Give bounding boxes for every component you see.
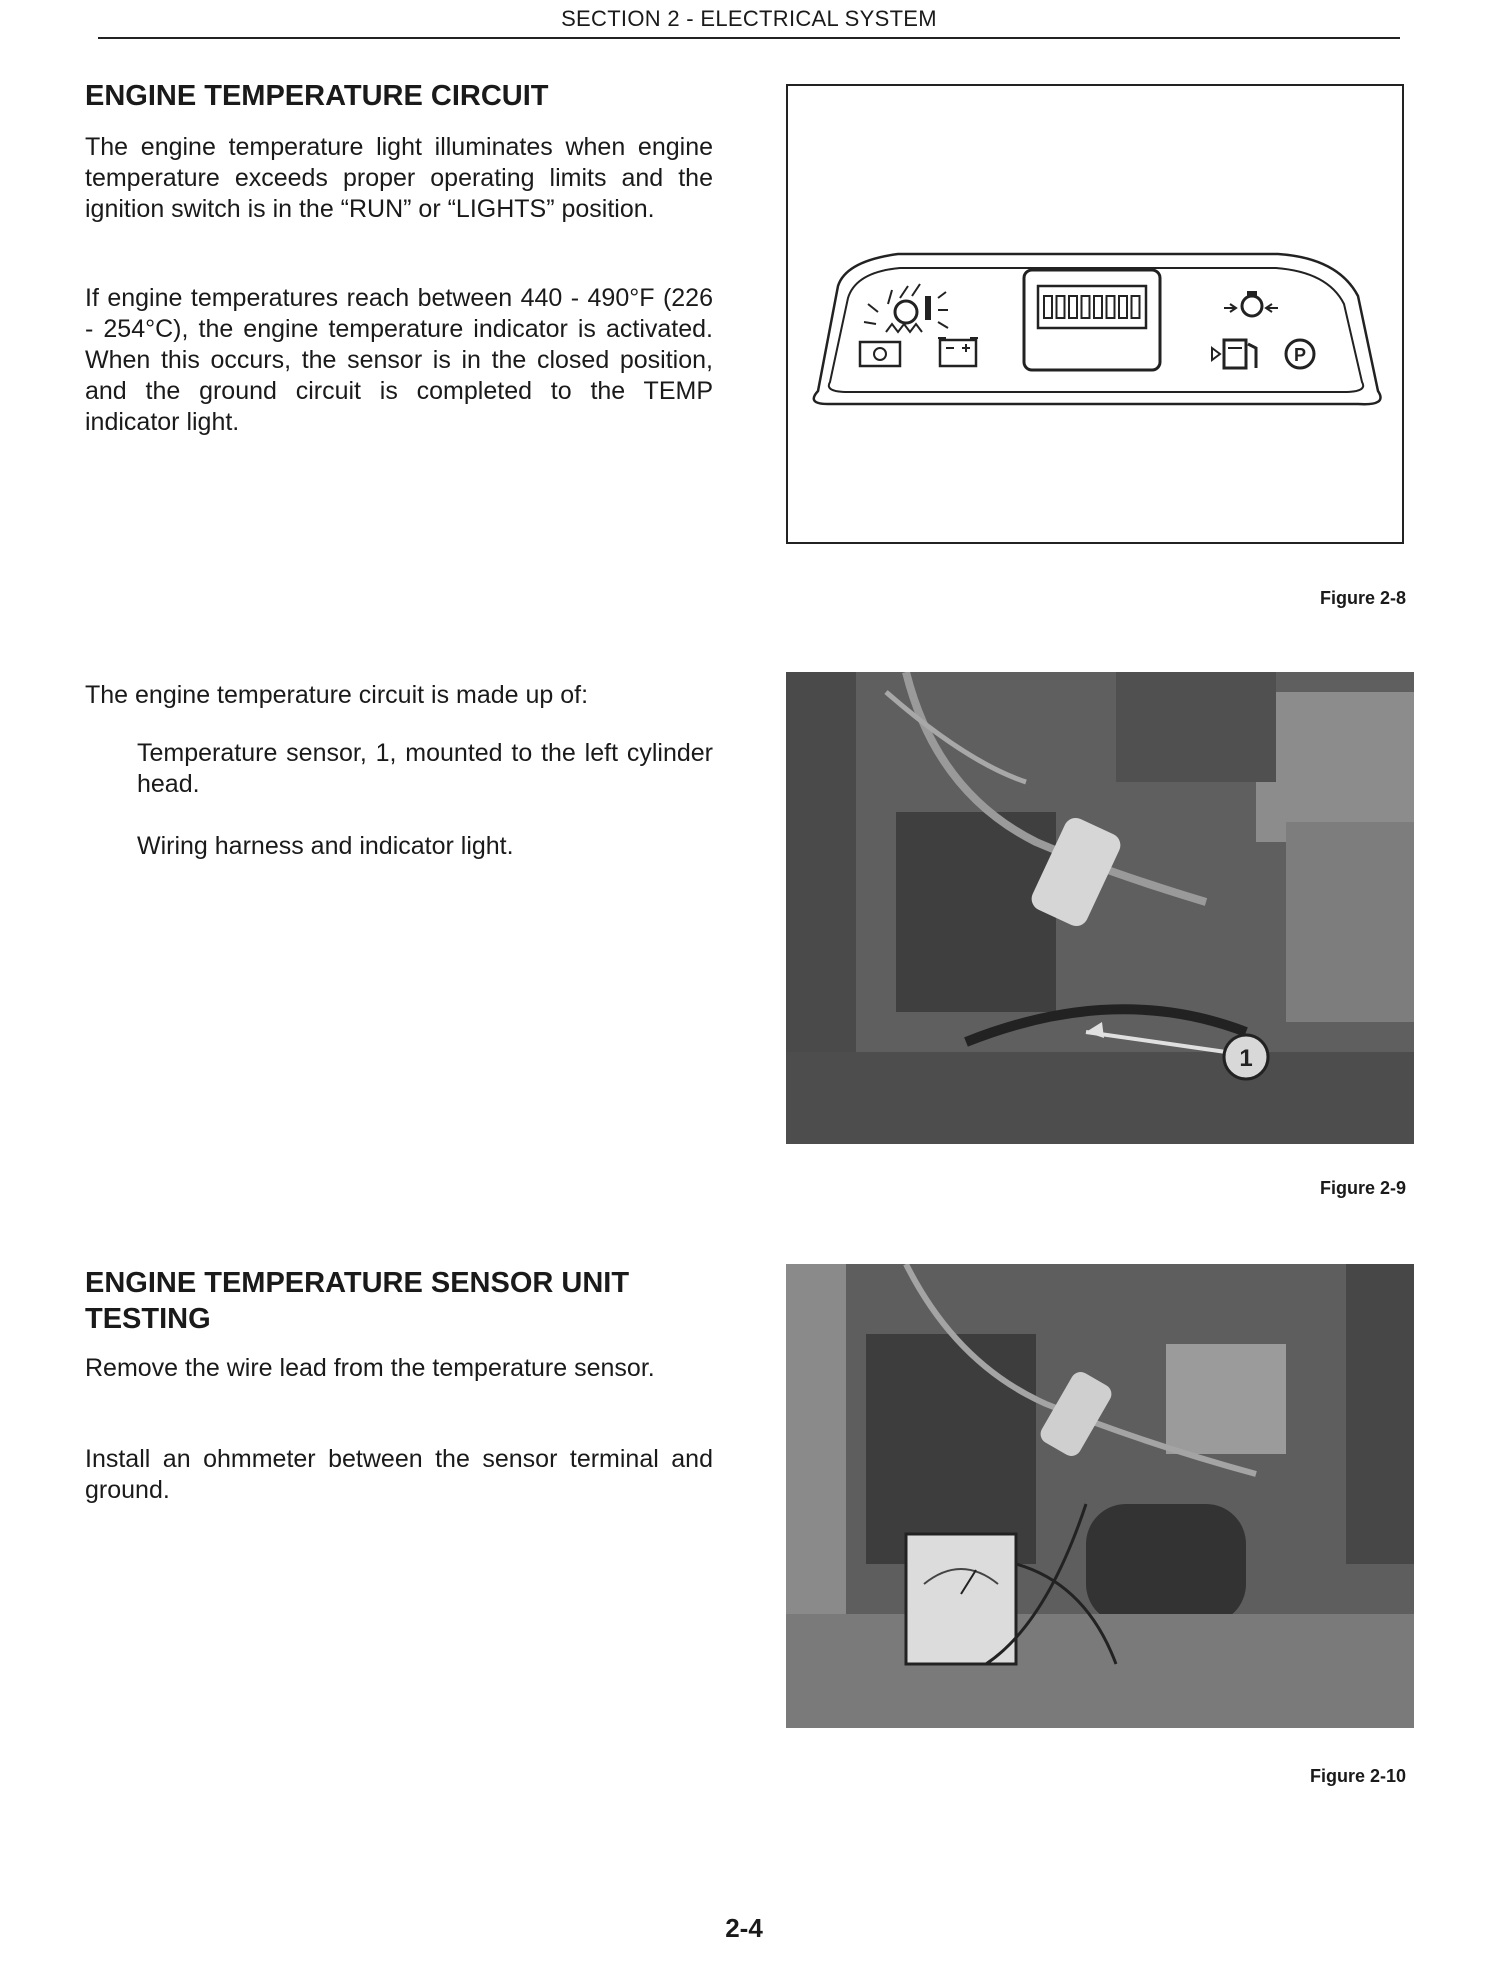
engine-temperature-icon	[864, 284, 948, 332]
section-heading-sensor-testing-line2: TESTING	[85, 1303, 211, 1335]
parking-brake-icon	[1286, 340, 1314, 368]
fuel-icon	[1212, 340, 1256, 368]
meter-digit-cell	[1094, 296, 1102, 318]
paragraph-install-ohmmeter: Install an ohmmeter between the sensor terminal and ground.	[85, 1445, 713, 1504]
figure-2-10-caption: Figure 2-10	[1309, 1766, 1406, 1786]
paragraph-remove-wire-lead: Remove the wire lead from the temperature sensor.	[85, 1354, 655, 1382]
section-heading-sensor-testing-line1: ENGINE TEMPERATURE SENSOR UNIT	[85, 1267, 630, 1299]
battery-icon	[938, 338, 978, 366]
meter-digit-cell	[1069, 296, 1077, 318]
meter-digit-cell	[1119, 296, 1127, 318]
meter-digit-cell	[1057, 296, 1065, 318]
page-number: 2-4	[725, 1913, 763, 1943]
hour-meter-display	[1024, 270, 1160, 370]
meter-digit-cell	[1082, 296, 1090, 318]
figure-2-8-caption: Figure 2-8	[1319, 588, 1406, 608]
meter-digit-cell	[1132, 296, 1140, 318]
paragraph-light-illuminates: The engine temperature light illuminates when engine temperature exceeds proper operating limits and the ignition switch is in the “RUN” or “LIGHTS” position.	[85, 133, 713, 223]
list-item-wiring-harness: Wiring harness and indicator light.	[137, 832, 514, 860]
paragraph-temperature-range: If engine temperatures reach between 440 - 490°F (226 - 254°C), the engine temperature indicator is activated. When this occurs, the sensor is in the closed position, and the ground circuit is completed to the TEMP indicator light.	[85, 284, 713, 436]
figure-2-9-caption: Figure 2-9	[1319, 1178, 1406, 1198]
meter-digit-cell	[1107, 296, 1115, 318]
warning-icon	[860, 342, 900, 366]
callout-number-1: 1	[1239, 1045, 1253, 1072]
figure-2-10-ohmmeter-photo	[786, 1264, 1414, 1728]
list-item-temperature-sensor: Temperature sensor, 1, mounted to the left cylinder head.	[137, 739, 713, 798]
figure-2-9-sensor-photo	[786, 672, 1414, 1144]
header-rule	[98, 37, 1400, 39]
oil-pressure-icon	[1224, 291, 1278, 316]
figure-2-8-instrument-panel	[786, 84, 1404, 544]
circuit-intro-text: The engine temperature circuit is made up of:	[85, 681, 589, 709]
section-header: SECTION 2 - ELECTRICAL SYSTEM	[561, 6, 937, 31]
section-heading-temperature-circuit: ENGINE TEMPERATURE CIRCUIT	[85, 80, 549, 112]
meter-digit-cell	[1044, 296, 1052, 318]
svg-text:P: P	[1293, 345, 1307, 365]
